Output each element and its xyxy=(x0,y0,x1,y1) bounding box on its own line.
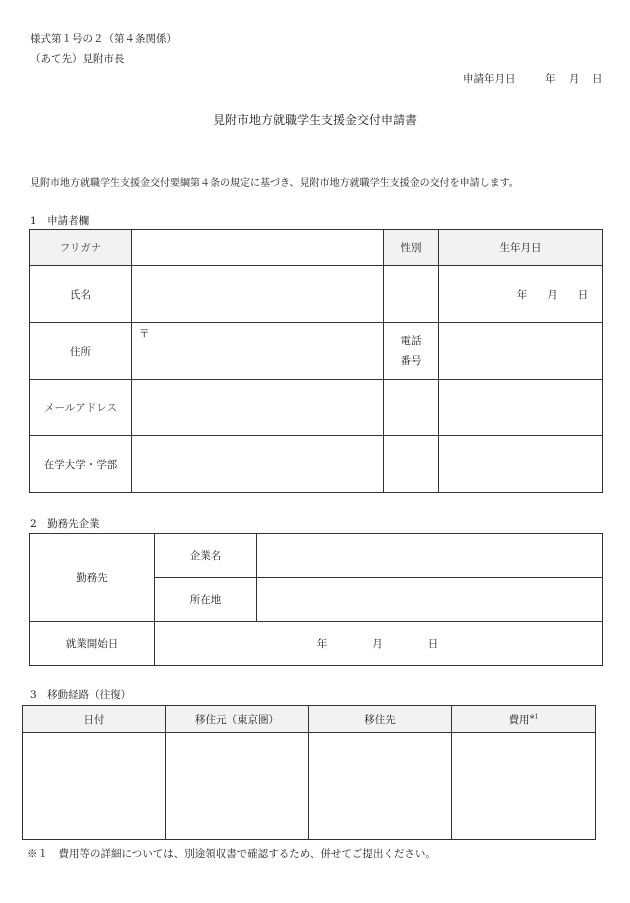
start-date-field[interactable] xyxy=(155,622,603,666)
birth-year: 年 xyxy=(516,288,528,301)
gender-field[interactable] xyxy=(384,266,439,323)
phone-label xyxy=(384,323,439,380)
location-label: 所在地 xyxy=(155,578,257,622)
university-field[interactable] xyxy=(132,436,384,493)
location-field[interactable] xyxy=(257,578,603,622)
name-field[interactable] xyxy=(132,266,384,323)
university-extra-cell-1 xyxy=(384,436,439,493)
birth-day: 日 xyxy=(577,288,589,301)
form-number: 様式第１号の２（第４条関係） xyxy=(30,33,177,45)
start-day: 日 xyxy=(427,638,439,650)
email-label: メールアドレス xyxy=(30,380,132,436)
col-cost-footnote-mark: ※1 xyxy=(529,713,539,720)
footnote: ※１ 費用等の詳細については、別途領収書で確認するため、併せてご提出ください。 xyxy=(27,848,436,860)
route-from-field[interactable] xyxy=(166,733,309,840)
intro-text: 見附市地方就職学生支援金交付要綱第４条の規定に基づき、見附市地方就職学生支援金の交付を申請します。 xyxy=(30,178,519,189)
birth-month: 月 xyxy=(547,288,558,301)
university-label: 在学大学・学部 xyxy=(30,436,132,493)
employer-label: 勤務先 xyxy=(30,534,155,622)
email-extra-cell-2 xyxy=(439,380,603,436)
section3-heading: 3 移動経路（往復） xyxy=(30,689,132,701)
route-date-field[interactable] xyxy=(23,733,166,840)
postal-mark: 〒 xyxy=(139,328,150,340)
furigana-field[interactable] xyxy=(132,230,384,266)
col-to-header: 移住先 xyxy=(309,706,452,733)
col-cost-label: 費用 xyxy=(508,713,530,726)
phone-label-line1: 電話 xyxy=(400,335,422,347)
email-field[interactable] xyxy=(132,380,384,436)
name-label: 氏名 xyxy=(30,266,132,323)
application-date-day: 日 xyxy=(592,73,603,85)
page-title: 見附市地方就職学生支援金交付申請書 xyxy=(212,113,417,127)
application-date-year: 年 xyxy=(545,73,556,85)
section1-heading: 1 申請者欄 xyxy=(30,215,90,227)
company-name-field[interactable] xyxy=(257,534,603,578)
section2-heading: 2 勤務先企業 xyxy=(30,518,100,530)
start-year: 年 xyxy=(316,638,328,650)
col-from-header: 移住元（東京圏） xyxy=(166,706,309,733)
phone-field[interactable] xyxy=(439,323,603,380)
employer-table xyxy=(29,533,603,666)
travel-route-table xyxy=(22,705,596,840)
gender-label: 性別 xyxy=(384,230,439,266)
route-cost-field[interactable] xyxy=(452,733,596,840)
birthdate-field[interactable] xyxy=(439,266,603,323)
company-name-label: 企業名 xyxy=(155,534,257,578)
address-field[interactable] xyxy=(132,323,384,380)
col-cost-header xyxy=(452,706,596,733)
start-date-label: 就業開始日 xyxy=(30,622,155,666)
email-extra-cell-1 xyxy=(384,380,439,436)
phone-label-line2: 番号 xyxy=(400,355,422,367)
addressee: （あて先）見附市長 xyxy=(30,53,125,65)
university-extra-cell-2 xyxy=(439,436,603,493)
applicant-table xyxy=(29,229,603,493)
birthdate-label: 生年月日 xyxy=(439,230,603,266)
furigana-label: フリガナ xyxy=(30,230,132,266)
address-label: 住所 xyxy=(30,323,132,380)
application-date-month: 月 xyxy=(569,73,580,85)
start-month: 月 xyxy=(372,638,383,650)
col-date-header: 日付 xyxy=(23,706,166,733)
application-date-label: 申請年月日 xyxy=(463,73,516,85)
route-to-field[interactable] xyxy=(309,733,452,840)
